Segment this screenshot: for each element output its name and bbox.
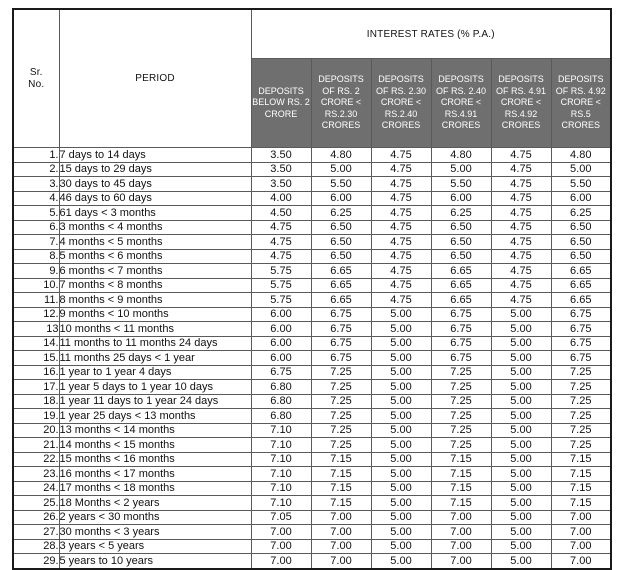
cell-sr-no: 22. (13, 452, 59, 467)
cell-rate-col-5: 4.75 (491, 293, 551, 308)
cell-period: 30 months < 3 years (59, 525, 251, 540)
cell-rate-col-3: 4.75 (371, 264, 431, 279)
cell-rate-col-1: 6.75 (251, 365, 311, 380)
cell-rate-col-6: 7.25 (551, 365, 611, 380)
cell-rate-col-1: 6.00 (251, 307, 311, 322)
cell-rate-col-2: 6.25 (311, 206, 371, 221)
cell-sr-no: 16. (13, 365, 59, 380)
cell-sr-no: 19. (13, 409, 59, 424)
cell-rate-col-5: 4.75 (491, 177, 551, 192)
cell-period: 8 months < 9 months (59, 293, 251, 308)
cell-rate-col-2: 5.50 (311, 177, 371, 192)
cell-rate-col-6: 7.15 (551, 496, 611, 511)
cell-rate-col-2: 6.65 (311, 264, 371, 279)
table-row (13, 380, 611, 395)
cell-rate-col-3: 5.00 (371, 351, 431, 366)
cell-rate-col-2: 7.25 (311, 365, 371, 380)
cell-rate-col-6: 6.75 (551, 307, 611, 322)
cell-rate-col-6: 7.25 (551, 438, 611, 453)
cell-rate-col-2: 6.75 (311, 336, 371, 351)
cell-rate-col-3: 4.75 (371, 191, 431, 206)
cell-period: 4 months < 5 months (59, 235, 251, 250)
cell-rate-col-3: 5.00 (371, 336, 431, 351)
table-row (13, 467, 611, 482)
cell-rate-col-1: 4.00 (251, 191, 311, 206)
cell-rate-col-1: 6.80 (251, 394, 311, 409)
cell-sr-no: 24. (13, 481, 59, 496)
cell-rate-col-1: 6.80 (251, 409, 311, 424)
cell-rate-col-1: 7.10 (251, 423, 311, 438)
cell-rate-col-4: 6.50 (431, 220, 491, 235)
cell-rate-col-1: 7.10 (251, 452, 311, 467)
cell-rate-col-3: 5.00 (371, 481, 431, 496)
cell-rate-col-4: 6.75 (431, 351, 491, 366)
cell-rate-col-3: 5.00 (371, 510, 431, 525)
cell-rate-col-1: 5.75 (251, 293, 311, 308)
cell-rate-col-2: 6.75 (311, 322, 371, 337)
cell-rate-col-5: 4.75 (491, 162, 551, 177)
cell-rate-col-6: 6.25 (551, 206, 611, 221)
cell-rate-col-6: 7.00 (551, 539, 611, 554)
cell-rate-col-1: 6.80 (251, 380, 311, 395)
cell-rate-col-6: 5.50 (551, 177, 611, 192)
table-row (13, 278, 611, 293)
table-row (13, 177, 611, 192)
cell-rate-col-5: 5.00 (491, 307, 551, 322)
cell-sr-no: 15. (13, 351, 59, 366)
cell-rate-col-4: 7.15 (431, 481, 491, 496)
cell-rate-col-1: 6.00 (251, 322, 311, 337)
cell-rate-col-1: 6.00 (251, 336, 311, 351)
cell-rate-col-1: 5.75 (251, 264, 311, 279)
cell-rate-col-1: 7.00 (251, 525, 311, 540)
cell-rate-col-5: 4.75 (491, 191, 551, 206)
table-row (13, 423, 611, 438)
table-row (13, 191, 611, 206)
cell-sr-no: 9. (13, 264, 59, 279)
cell-sr-no: 20. (13, 423, 59, 438)
cell-rate-col-1: 7.10 (251, 438, 311, 453)
table-row (13, 293, 611, 308)
cell-rate-col-4: 6.00 (431, 191, 491, 206)
cell-rate-col-6: 6.65 (551, 293, 611, 308)
cell-sr-no: 18. (13, 394, 59, 409)
cell-rate-col-4: 7.15 (431, 496, 491, 511)
cell-rate-col-2: 6.65 (311, 278, 371, 293)
cell-rate-col-3: 4.75 (371, 206, 431, 221)
cell-rate-col-5: 5.00 (491, 525, 551, 540)
table-row (13, 510, 611, 525)
cell-sr-no: 1. (13, 148, 59, 163)
cell-rate-col-3: 5.00 (371, 365, 431, 380)
cell-rate-col-4: 6.75 (431, 336, 491, 351)
table-row (13, 438, 611, 453)
header-sr-no-line1: Sr. (29, 66, 43, 78)
cell-rate-col-3: 5.00 (371, 525, 431, 540)
cell-sr-no: 14. (13, 336, 59, 351)
table-row (13, 452, 611, 467)
cell-rate-col-5: 4.75 (491, 235, 551, 250)
cell-rate-col-6: 6.65 (551, 264, 611, 279)
cell-rate-col-2: 6.75 (311, 351, 371, 366)
table-row (13, 525, 611, 540)
cell-rate-col-1: 4.75 (251, 220, 311, 235)
cell-rate-col-2: 7.25 (311, 394, 371, 409)
header-sr-no-line2: No. (28, 78, 45, 90)
cell-rate-col-6: 7.25 (551, 423, 611, 438)
cell-rate-col-3: 4.75 (371, 235, 431, 250)
cell-rate-col-6: 6.75 (551, 351, 611, 366)
cell-rate-col-2: 6.50 (311, 235, 371, 250)
cell-period: 3 months < 4 months (59, 220, 251, 235)
cell-rate-col-5: 5.00 (491, 380, 551, 395)
cell-rate-col-3: 5.00 (371, 394, 431, 409)
cell-rate-col-3: 5.00 (371, 423, 431, 438)
cell-rate-col-5: 5.00 (491, 452, 551, 467)
cell-sr-no: 3. (13, 177, 59, 192)
cell-rate-col-5: 4.75 (491, 220, 551, 235)
cell-rate-col-6: 6.65 (551, 278, 611, 293)
cell-period: 15 days to 29 days (59, 162, 251, 177)
cell-rate-col-2: 7.25 (311, 380, 371, 395)
table-row (13, 307, 611, 322)
cell-rate-col-3: 5.00 (371, 554, 431, 569)
cell-sr-no: 8. (13, 249, 59, 264)
cell-sr-no: 23. (13, 467, 59, 482)
cell-rate-col-2: 6.75 (311, 307, 371, 322)
cell-rate-col-1: 3.50 (251, 162, 311, 177)
cell-rate-col-1: 7.10 (251, 496, 311, 511)
table-row (13, 496, 611, 511)
cell-period: 18 Months < 2 years (59, 496, 251, 511)
cell-sr-no: 11. (13, 293, 59, 308)
cell-rate-col-5: 5.00 (491, 481, 551, 496)
cell-rate-col-1: 5.75 (251, 278, 311, 293)
cell-period: 2 years < 30 months (59, 510, 251, 525)
cell-rate-col-2: 7.00 (311, 510, 371, 525)
cell-rate-col-4: 7.15 (431, 467, 491, 482)
cell-period: 1 year 5 days to 1 year 10 days (59, 380, 251, 395)
cell-sr-no: 10. (13, 278, 59, 293)
table-row (13, 351, 611, 366)
cell-rate-col-3: 5.00 (371, 322, 431, 337)
cell-rate-col-1: 4.50 (251, 206, 311, 221)
cell-period: 1 year 25 days < 13 months (59, 409, 251, 424)
cell-sr-no: 26. (13, 510, 59, 525)
cell-rate-col-4: 7.25 (431, 438, 491, 453)
cell-period: 1 year 11 days to 1 year 24 days (59, 394, 251, 409)
cell-rate-col-4: 7.15 (431, 452, 491, 467)
cell-rate-col-6: 7.15 (551, 481, 611, 496)
cell-rate-col-4: 7.00 (431, 525, 491, 540)
cell-rate-col-4: 6.50 (431, 249, 491, 264)
cell-rate-col-4: 7.25 (431, 365, 491, 380)
cell-rate-col-3: 5.00 (371, 496, 431, 511)
cell-rate-col-3: 4.75 (371, 148, 431, 163)
table-row (13, 249, 611, 264)
cell-sr-no: 17. (13, 380, 59, 395)
table-row (13, 162, 611, 177)
cell-rate-col-2: 6.65 (311, 293, 371, 308)
cell-rate-col-1: 3.50 (251, 177, 311, 192)
cell-sr-no: 12. (13, 307, 59, 322)
cell-rate-col-2: 7.25 (311, 438, 371, 453)
cell-rate-col-4: 7.25 (431, 423, 491, 438)
cell-rate-col-6: 6.50 (551, 235, 611, 250)
cell-rate-col-1: 7.05 (251, 510, 311, 525)
cell-rate-col-5: 5.00 (491, 409, 551, 424)
cell-rate-col-6: 6.00 (551, 191, 611, 206)
cell-rate-col-6: 7.00 (551, 525, 611, 540)
cell-rate-col-2: 6.50 (311, 220, 371, 235)
cell-rate-col-5: 5.00 (491, 351, 551, 366)
cell-rate-col-4: 5.00 (431, 162, 491, 177)
cell-rate-col-1: 4.75 (251, 249, 311, 264)
table-row (13, 235, 611, 250)
cell-rate-col-1: 7.00 (251, 539, 311, 554)
cell-period: 14 months < 15 months (59, 438, 251, 453)
cell-rate-col-6: 6.75 (551, 322, 611, 337)
cell-rate-col-6: 7.25 (551, 409, 611, 424)
cell-rate-col-4: 6.65 (431, 278, 491, 293)
cell-rate-col-4: 7.00 (431, 510, 491, 525)
cell-rate-col-5: 5.00 (491, 554, 551, 569)
cell-period: 17 months < 18 months (59, 481, 251, 496)
cell-rate-col-1: 7.10 (251, 481, 311, 496)
cell-rate-col-5: 5.00 (491, 336, 551, 351)
cell-rate-col-5: 5.00 (491, 365, 551, 380)
cell-rate-col-4: 6.25 (431, 206, 491, 221)
cell-rate-col-3: 5.00 (371, 438, 431, 453)
cell-sr-no: 4. (13, 191, 59, 206)
header-rate-column-5: DEPOSITS OF RS. 4.91 CRORE < RS.4.92 CRORES (491, 59, 551, 148)
cell-rate-col-5: 5.00 (491, 539, 551, 554)
cell-period: 7 months < 8 months (59, 278, 251, 293)
cell-rate-col-1: 6.00 (251, 351, 311, 366)
cell-rate-col-1: 3.50 (251, 148, 311, 163)
cell-rate-col-3: 4.75 (371, 220, 431, 235)
cell-rate-col-1: 7.10 (251, 467, 311, 482)
cell-rate-col-5: 5.00 (491, 510, 551, 525)
cell-rate-col-6: 7.15 (551, 452, 611, 467)
cell-rate-col-2: 7.15 (311, 481, 371, 496)
cell-rate-col-4: 7.25 (431, 394, 491, 409)
cell-period: 61 days < 3 months (59, 206, 251, 221)
cell-rate-col-3: 5.00 (371, 307, 431, 322)
table-row (13, 394, 611, 409)
table-row (13, 336, 611, 351)
cell-rate-col-5: 5.00 (491, 394, 551, 409)
cell-period: 16 months < 17 months (59, 467, 251, 482)
header-rate-column-6: DEPOSITS OF RS. 4.92 CRORE < RS.5 CRORES (551, 59, 611, 148)
cell-rate-col-4: 6.75 (431, 307, 491, 322)
cell-sr-no: 25. (13, 496, 59, 511)
cell-sr-no: 27. (13, 525, 59, 540)
cell-sr-no: 7. (13, 235, 59, 250)
cell-rate-col-3: 5.00 (371, 409, 431, 424)
cell-rate-col-6: 7.15 (551, 467, 611, 482)
cell-period: 3 years < 5 years (59, 539, 251, 554)
table-row (13, 539, 611, 554)
table-row (13, 220, 611, 235)
cell-period: 7 days to 14 days (59, 148, 251, 163)
table-row (13, 264, 611, 279)
cell-period: 46 days to 60 days (59, 191, 251, 206)
header-rate-column-2: DEPOSITS OF RS. 2 CRORE < RS.2.30 CRORES (311, 59, 371, 148)
cell-rate-col-2: 5.00 (311, 162, 371, 177)
table-row (13, 365, 611, 380)
cell-rate-col-2: 7.00 (311, 554, 371, 569)
cell-rate-col-3: 5.00 (371, 539, 431, 554)
cell-rate-col-4: 7.00 (431, 554, 491, 569)
cell-rate-col-2: 7.25 (311, 423, 371, 438)
cell-rate-col-4: 4.80 (431, 148, 491, 163)
cell-rate-col-5: 5.00 (491, 467, 551, 482)
cell-sr-no: 5. (13, 206, 59, 221)
cell-rate-col-3: 4.75 (371, 293, 431, 308)
cell-rate-col-6: 5.00 (551, 162, 611, 177)
cell-rate-col-3: 4.75 (371, 162, 431, 177)
cell-rate-col-2: 6.50 (311, 249, 371, 264)
cell-rate-col-6: 6.75 (551, 336, 611, 351)
cell-sr-no: 21. (13, 438, 59, 453)
cell-rate-col-6: 7.00 (551, 554, 611, 569)
table-row (13, 322, 611, 337)
cell-rate-col-4: 6.65 (431, 293, 491, 308)
cell-rate-col-5: 4.75 (491, 278, 551, 293)
header-interest-rates: INTEREST RATES (% P.A.) (251, 9, 611, 59)
cell-rate-col-6: 4.80 (551, 148, 611, 163)
cell-rate-col-3: 4.75 (371, 249, 431, 264)
header-sr-no (13, 9, 59, 148)
header-period: PERIOD (59, 9, 251, 148)
cell-period: 10 months < 11 months (59, 322, 251, 337)
cell-rate-col-2: 4.80 (311, 148, 371, 163)
cell-rate-col-5: 4.75 (491, 148, 551, 163)
cell-period: 15 months < 16 months (59, 452, 251, 467)
table-row (13, 481, 611, 496)
cell-rate-col-5: 5.00 (491, 438, 551, 453)
cell-rate-col-5: 5.00 (491, 496, 551, 511)
cell-period: 1 year to 1 year 4 days (59, 365, 251, 380)
header-row-top (13, 9, 611, 59)
cell-rate-col-6: 7.25 (551, 394, 611, 409)
cell-period: 5 years to 10 years (59, 554, 251, 569)
cell-rate-col-4: 6.75 (431, 322, 491, 337)
cell-rate-col-6: 6.50 (551, 220, 611, 235)
cell-rate-col-4: 5.50 (431, 177, 491, 192)
cell-rate-col-5: 4.75 (491, 264, 551, 279)
cell-rate-col-2: 7.25 (311, 409, 371, 424)
cell-rate-col-4: 6.65 (431, 264, 491, 279)
cell-rate-col-2: 7.15 (311, 452, 371, 467)
table-body (13, 148, 611, 569)
cell-rate-col-1: 7.00 (251, 554, 311, 569)
cell-rate-col-5: 5.00 (491, 423, 551, 438)
cell-rate-col-4: 7.25 (431, 380, 491, 395)
table-row (13, 206, 611, 221)
cell-rate-col-3: 5.00 (371, 467, 431, 482)
cell-period: 6 months < 7 months (59, 264, 251, 279)
table-row (13, 409, 611, 424)
cell-sr-no: 29. (13, 554, 59, 569)
interest-rate-table (12, 8, 612, 570)
cell-rate-col-2: 6.00 (311, 191, 371, 206)
cell-sr-no: 2. (13, 162, 59, 177)
cell-period: 5 months < 6 months (59, 249, 251, 264)
cell-sr-no: 28. (13, 539, 59, 554)
cell-rate-col-6: 6.50 (551, 249, 611, 264)
cell-rate-col-3: 5.00 (371, 452, 431, 467)
cell-period: 11 months to 11 months 24 days (59, 336, 251, 351)
cell-rate-col-5: 5.00 (491, 322, 551, 337)
cell-rate-col-6: 7.00 (551, 510, 611, 525)
cell-period: 9 months < 10 months (59, 307, 251, 322)
cell-rate-col-5: 4.75 (491, 249, 551, 264)
cell-sr-no: 6. (13, 220, 59, 235)
cell-rate-col-2: 7.15 (311, 496, 371, 511)
cell-rate-col-3: 5.00 (371, 380, 431, 395)
cell-period: 30 days to 45 days (59, 177, 251, 192)
cell-rate-col-3: 4.75 (371, 177, 431, 192)
header-rate-column-3: DEPOSITS OF RS. 2.30 CRORE < RS.2.40 CRORES (371, 59, 431, 148)
cell-sr-no: 13 (13, 322, 59, 337)
cell-rate-col-3: 4.75 (371, 278, 431, 293)
cell-rate-col-1: 4.75 (251, 235, 311, 250)
cell-period: 13 months < 14 months (59, 423, 251, 438)
cell-rate-col-6: 7.25 (551, 380, 611, 395)
table-row (13, 148, 611, 163)
cell-rate-col-2: 7.00 (311, 525, 371, 540)
cell-rate-col-5: 4.75 (491, 206, 551, 221)
header-rate-column-1: DEPOSITS BELOW RS. 2 CRORE (251, 59, 311, 148)
cell-rate-col-2: 7.00 (311, 539, 371, 554)
table-row (13, 554, 611, 569)
cell-period: 11 months 25 days < 1 year (59, 351, 251, 366)
table-header (13, 9, 611, 148)
cell-rate-col-2: 7.15 (311, 467, 371, 482)
cell-rate-col-4: 7.00 (431, 539, 491, 554)
cell-rate-col-4: 7.25 (431, 409, 491, 424)
header-rate-column-4: DEPOSITS OF RS. 2.40 CRORE < RS.4.91 CRORES (431, 59, 491, 148)
cell-rate-col-4: 6.50 (431, 235, 491, 250)
